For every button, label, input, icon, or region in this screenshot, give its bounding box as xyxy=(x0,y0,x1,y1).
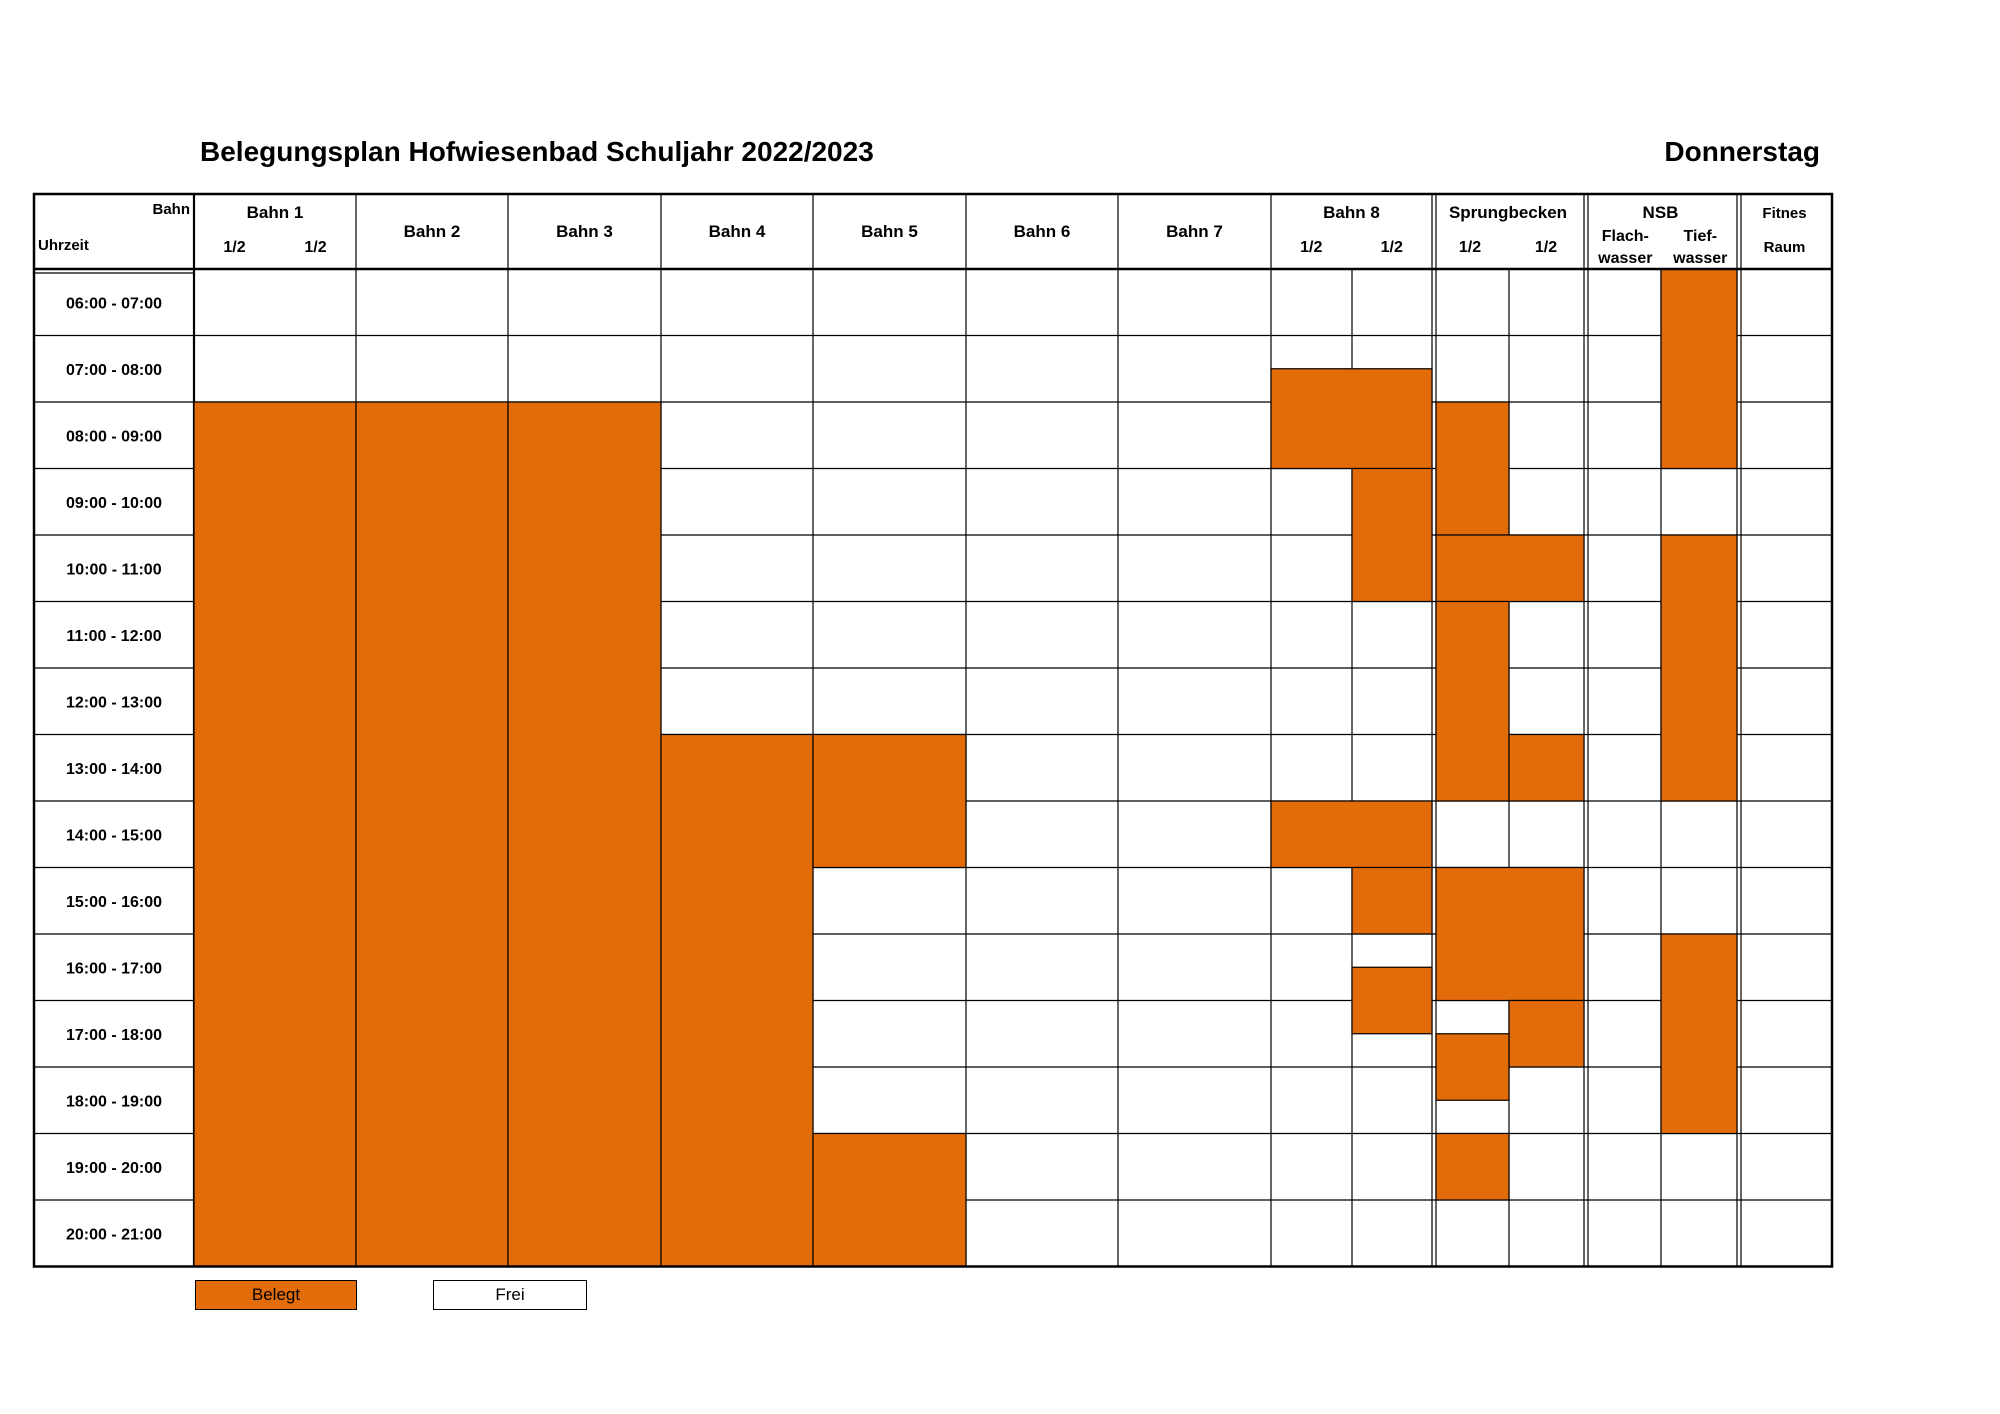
legend-occupied-label: Belegt xyxy=(251,1285,301,1304)
time-slot-label: 09:00 - 10:00 xyxy=(65,494,163,512)
booking-block xyxy=(1436,535,1584,602)
column-subheader: Tief- xyxy=(1683,228,1718,245)
booking-block xyxy=(1352,967,1432,1034)
half-label: 1/2 xyxy=(223,239,246,256)
time-slot-label: 14:00 - 15:00 xyxy=(65,827,163,845)
booking-block xyxy=(1661,269,1737,469)
booking-block xyxy=(508,402,661,1267)
half-label: 1/2 xyxy=(1534,239,1558,256)
table-border xyxy=(34,194,1832,1267)
half-label: 1/2 xyxy=(1458,239,1482,256)
time-slot-label: 10:00 - 11:00 xyxy=(66,561,162,579)
time-slot-label: 12:00 - 13:00 xyxy=(65,694,163,712)
booking-block xyxy=(1436,1134,1509,1201)
column-subheader: wasser xyxy=(1598,250,1653,267)
column-header: Bahn 5 xyxy=(861,222,918,241)
time-slot-label: 19:00 - 20:00 xyxy=(65,1159,163,1177)
booking-block xyxy=(1661,934,1737,1134)
column-header: Bahn 7 xyxy=(1166,222,1223,241)
corner-label-lane: Bahn xyxy=(152,201,190,218)
column-header: Bahn 1 xyxy=(246,203,304,222)
booking-block xyxy=(1661,535,1737,801)
time-slot-label: 16:00 - 17:00 xyxy=(65,960,163,978)
booking-block xyxy=(813,735,966,868)
column-header: Bahn 4 xyxy=(708,222,766,241)
booking-block xyxy=(1271,369,1432,469)
time-slot-label: 06:00 - 07:00 xyxy=(65,295,163,313)
booking-block xyxy=(1436,868,1584,1001)
booking-block xyxy=(1436,602,1509,802)
column-subheader: wasser xyxy=(1673,250,1728,267)
booking-block xyxy=(661,735,813,1267)
column-header: Fitnes xyxy=(1762,205,1807,222)
booking-block xyxy=(1271,801,1432,868)
time-slot-label: 18:00 - 19:00 xyxy=(65,1093,163,1111)
column-header: Bahn 2 xyxy=(403,222,461,241)
column-header: Bahn 8 xyxy=(1323,203,1380,222)
column-header: Raum xyxy=(1763,239,1806,256)
time-slot-label: 07:00 - 08:00 xyxy=(65,361,163,379)
time-slot-label: 08:00 - 09:00 xyxy=(65,428,163,446)
legend-occupied xyxy=(195,1280,357,1310)
time-slot-label: 11:00 - 12:00 xyxy=(66,627,162,645)
day-label: Donnerstag xyxy=(1664,136,1820,167)
booking-block xyxy=(1509,735,1584,802)
booking-block xyxy=(1352,868,1432,935)
legend-free-label: Frei xyxy=(495,1285,525,1304)
half-label: 1/2 xyxy=(304,239,327,256)
column-header: Bahn 3 xyxy=(556,222,613,241)
time-slot-label: 15:00 - 16:00 xyxy=(65,893,163,911)
booking-block xyxy=(1436,402,1509,535)
legend-free xyxy=(433,1280,587,1310)
booking-block xyxy=(813,1134,966,1267)
booking-block xyxy=(1352,469,1432,602)
column-header: Sprungbecken xyxy=(1448,203,1568,222)
page-title: Belegungsplan Hofwiesenbad Schuljahr 2022/2023 xyxy=(200,136,874,167)
time-slot-label: 20:00 - 21:00 xyxy=(65,1226,163,1244)
time-slot-label: 17:00 - 18:00 xyxy=(65,1026,163,1044)
booking-block xyxy=(194,402,356,1267)
booking-block xyxy=(356,402,508,1267)
half-label: 1/2 xyxy=(1300,239,1323,256)
half-label: 1/2 xyxy=(1380,239,1403,256)
column-header: NSB xyxy=(1642,203,1679,222)
booking-block xyxy=(1436,1034,1509,1101)
column-subheader: Flach- xyxy=(1601,228,1649,245)
time-slot-label: 13:00 - 14:00 xyxy=(65,760,163,778)
booking-block xyxy=(1509,1001,1584,1068)
column-header: Bahn 6 xyxy=(1013,222,1071,241)
corner-label-time: Uhrzeit xyxy=(38,237,89,254)
